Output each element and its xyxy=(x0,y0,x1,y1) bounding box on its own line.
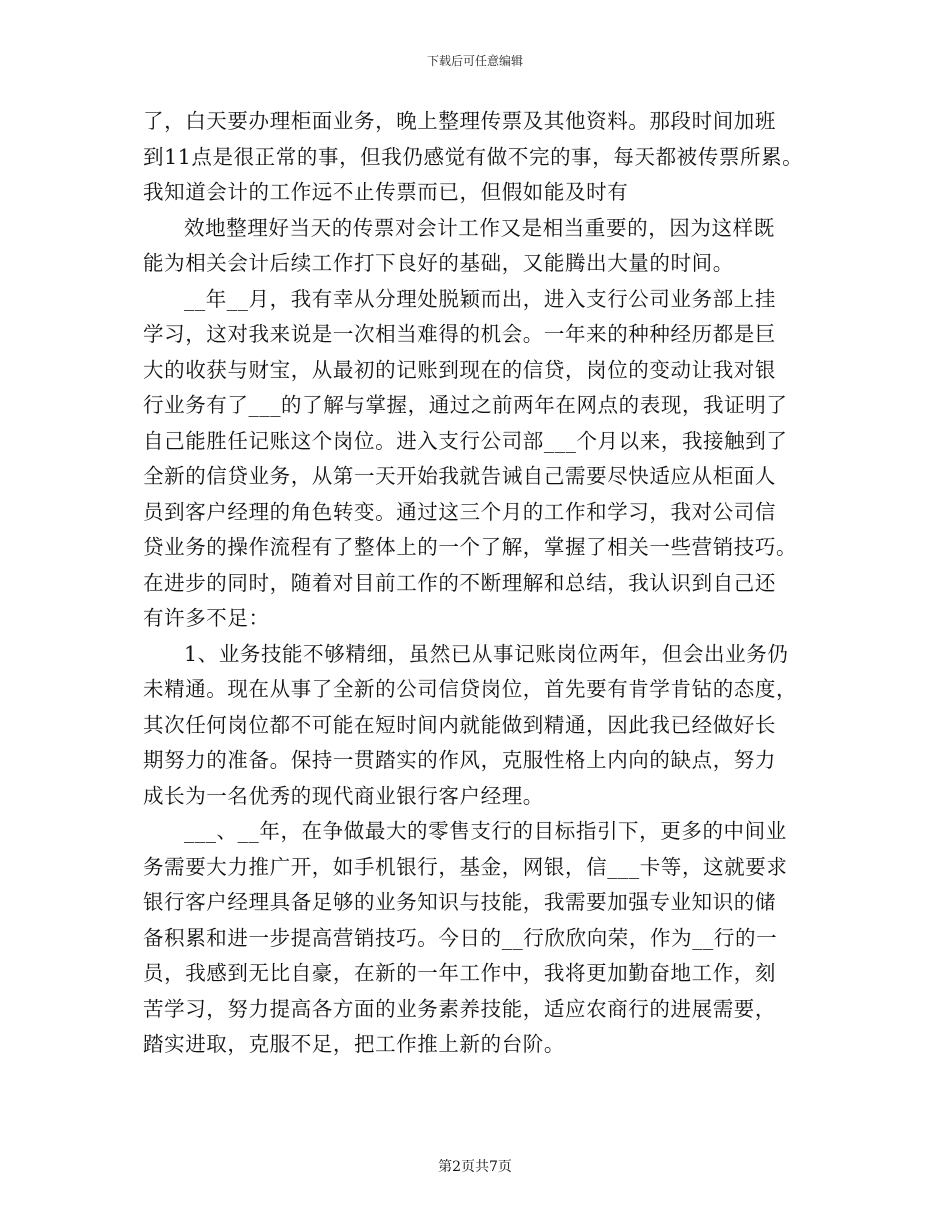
text-line: 务需要大力推广开，如手机银行，基金，网银，信___卡等，这就要求 xyxy=(143,854,788,879)
text-line: 大的收获与财宝，从最初的记账到现在的信贷，岗位的变动让我对银 xyxy=(143,357,776,382)
text-line: 未精通。现在从事了全新的公司信贷岗位，首先要有肯学肯钻的态度， xyxy=(143,677,798,701)
text-line: 学习，这对我来说是一次相当难得的机会。一年来的种种经历都是巨 xyxy=(143,322,776,346)
text-line: 银行客户经理具备足够的业务知识与技能，我需要加强专业知识的储 xyxy=(143,890,776,914)
page-number: 第2页共7页 xyxy=(438,1159,512,1175)
text-line: __年__月，我有幸从分理处脱颖而出，进入支行公司业务部上挂 xyxy=(184,286,776,311)
text-line: ___、__年，在争做最大的零售支行的目标指引下，更多的中间业 xyxy=(184,819,787,843)
text-line: 期努力的准备。保持一贯踏实的作风，克服性格上内向的缺点，努力 xyxy=(143,748,776,772)
text-line: 备积累和进一步提高营销技巧。今日的__行欣欣向荣，作为__行的一 xyxy=(143,925,778,950)
text-line: 了，白天要办理柜面业务，晚上整理传票及其他资料。那段时间加班 xyxy=(143,109,776,133)
text-line: 贷业务的操作流程有了整体上的一个了解，掌握了相关一些营销技巧。 xyxy=(143,535,798,559)
text-line: 踏实进取，克服不足，把工作推上新的台阶。 xyxy=(143,1032,565,1056)
text-line: 自己能胜任记账这个岗位。进入支行公司部___个月以来，我接触到了 xyxy=(143,428,788,453)
text-line: 效地整理好当天的传票对会计工作又是相当重要的，因为这样既 xyxy=(184,215,775,240)
text-line: 到11点是很正常的事，但我仍感觉有做不完的事，每天都被传票所累。 xyxy=(143,144,804,169)
body-text xyxy=(143,104,813,1063)
text-line: 员，我感到无比自豪，在新的一年工作中，我将更加勤奋地工作，刻 xyxy=(143,961,776,985)
text-line: 能为相关会计后续工作打下良好的基础，又能腾出大量的时间。 xyxy=(143,251,734,275)
text-line: 有许多不足： xyxy=(143,606,270,630)
text-line: 其次任何岗位都不可能在短时间内就能做到精通，因此我已经做好长 xyxy=(143,712,776,737)
header-note: 下载后可任意编辑 xyxy=(426,54,523,68)
text-line: 行业务有了___的了解与掌握，通过之前两年在网点的表现，我证明了 xyxy=(143,393,788,417)
text-line: 成长为一名优秀的现代商业银行客户经理。 xyxy=(143,783,544,808)
text-line: 我知道会计的工作远不止传票而已，但假如能及时有 xyxy=(143,180,629,204)
text-line: 在进步的同时，随着对目前工作的不断理解和总结，我认识到自己还 xyxy=(143,570,776,595)
text-line: 苦学习，努力提高各方面的业务素养技能，适应农商行的进展需要， xyxy=(143,996,776,1021)
text-line: 全新的信贷业务，从第一天开始我就告诫自己需要尽快适应从柜面人 xyxy=(143,464,776,488)
text-line: 员到客户经理的角色转变。通过这三个月的工作和学习，我对公司信 xyxy=(143,499,776,524)
text-line: 1、业务技能不够精细，虽然已从事记账岗位两年，但会出业务仍 xyxy=(184,641,789,666)
